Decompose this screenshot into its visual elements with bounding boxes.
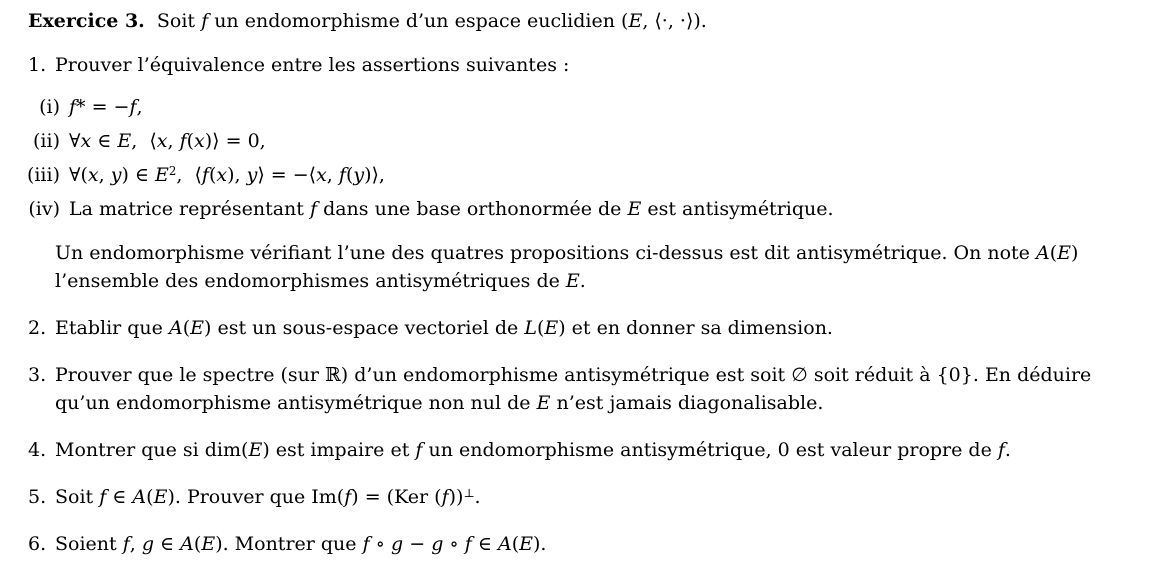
item-body <box>26 51 1141 295</box>
assertion-iii <box>22 161 1141 189</box>
assertion-label: (iv) <box>28 198 60 220</box>
assertion-i <box>22 93 1141 121</box>
assertion-i-formula: f* = −f, <box>69 96 143 118</box>
item-body <box>55 361 1141 417</box>
item-2-text: Etablir que A(E) est un sous-espace vectoriel de L(E) et en donner sa dimension. <box>55 317 833 339</box>
item-body <box>55 314 1141 342</box>
item-1-text: Prouver l’équivalence entre les assertions suivantes : <box>55 54 570 76</box>
exercise-item-2 <box>28 314 1141 342</box>
exercise-item-3 <box>28 361 1141 417</box>
exercise-title: Exercice 3. Soit f un endomorphisme d’un espace euclidien (E, ⟨·, ·⟩). <box>28 10 707 32</box>
item-number: 3. <box>28 364 47 386</box>
item-number: 6. <box>28 533 47 555</box>
item-number: 4. <box>28 439 47 461</box>
item-3-line-1: Prouver que le spectre (sur ℝ) d’un endomorphisme antisymétrique est soit ∅ soit réduit à {0}. En déduire <box>55 364 1092 386</box>
assertion-label: (i) <box>39 96 60 118</box>
assertion-iii-formula: ∀(x, y) ∈ $E^2$, ⟨f(x), y⟩ = −⟨x, f(y)⟩, <box>69 164 385 186</box>
assertion-iv-text: La matrice représentant f dans une base orthonormée de E est antisymétrique. <box>69 198 834 220</box>
item-number: 5. <box>28 486 47 508</box>
assertion-ii <box>22 127 1141 155</box>
assertion-iv <box>22 195 1141 223</box>
note-line-1: Un endomorphisme vérifiant l’une des quatres propositions ci-dessus est dit antisymétrique. On note A(E) <box>55 242 1079 264</box>
item-number: 1. <box>28 54 47 76</box>
assertion-label: (iii) <box>26 164 60 186</box>
exercise-item-1 <box>28 51 1141 295</box>
assertions-list <box>22 93 1141 223</box>
item-number: 2. <box>28 317 47 339</box>
item-body <box>55 530 1141 558</box>
assertion-label: (ii) <box>33 130 60 152</box>
exercise-item-6 <box>28 530 1141 558</box>
note-line-2: l’ensemble des endomorphismes antisymétriques de E. <box>55 270 586 292</box>
assertion-ii-formula: ∀x ∈ E, ⟨x, f(x)⟩ = 0, <box>69 130 266 152</box>
exercise-item-5 <box>28 483 1141 511</box>
antisymmetric-definition-note <box>55 239 1141 295</box>
exercise-item-4 <box>28 436 1141 464</box>
item-5-text: Soit f ∈ A(E). Prouver que Im(f) = (Ker (f))⊥. <box>55 486 481 508</box>
item-6-text: Soient f, g ∈ A(E). Montrer que f ∘ g − g ∘ f ∈ A(E). <box>55 533 547 555</box>
item-body <box>55 436 1141 464</box>
item-body <box>55 483 1141 511</box>
item-3-line-2: qu’un endomorphisme antisymétrique non nul de E n’est jamais diagonalisable. <box>55 392 824 414</box>
item-4-text: Montrer que si dim(E) est impaire et f un endomorphisme antisymétrique, 0 est valeur propre de f. <box>55 439 1011 461</box>
